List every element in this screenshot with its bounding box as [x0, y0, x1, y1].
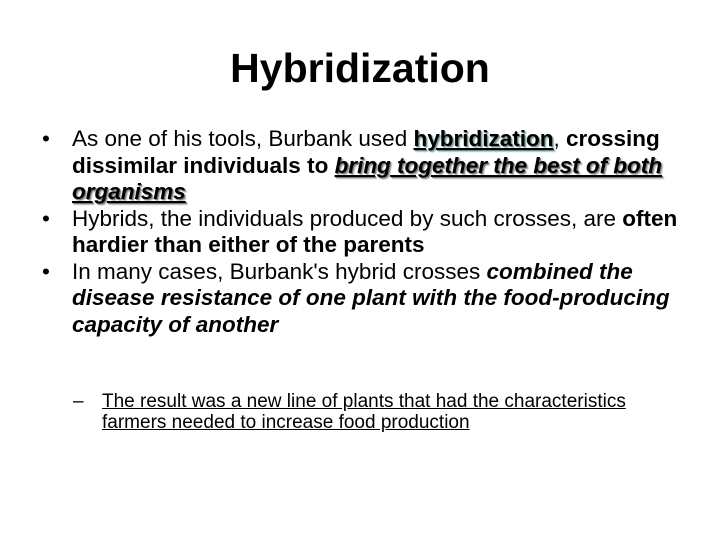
bullet-3-text-intro: In many cases, Burbank's hybrid crosses — [72, 258, 487, 284]
slide-title: Hybridization — [230, 45, 490, 91]
bullet-3-text-combined: combined the disease resistance of one plant with the food-producing capacity of another — [72, 258, 670, 337]
bullet-dot: • — [42, 205, 50, 231]
sub-bullet-dash: – — [73, 391, 84, 412]
bullet-2-text-hardier: often hardier than either of the parents — [72, 205, 678, 257]
bullet-1-text-best-of-both: bring together the best of both organisms — [72, 152, 663, 204]
bullet-1-text-intro: As one of his tools, Burbank used — [72, 126, 414, 151]
bullet-2-text-intro: Hybrids, the individuals produced by such crosses, are — [72, 205, 623, 231]
bullet-1-text-crossing: crossing dissimilar individuals to — [72, 126, 660, 178]
bullet-item-2 — [42, 206, 692, 259]
bullet-item-1 — [42, 126, 692, 206]
sub-bullet-text: The result was a new line of plants that had the characteristics farmers needed to increase food production — [102, 391, 626, 433]
sub-bullet — [73, 391, 633, 433]
bullet-1-comma: , — [553, 126, 566, 151]
bullet-dot: • — [42, 126, 50, 151]
bullet-dot: • — [42, 258, 50, 284]
bullet-item-3 — [42, 259, 692, 339]
bullet-list — [42, 126, 692, 338]
bullet-1-term-hybridization: hybridization — [413, 126, 554, 151]
